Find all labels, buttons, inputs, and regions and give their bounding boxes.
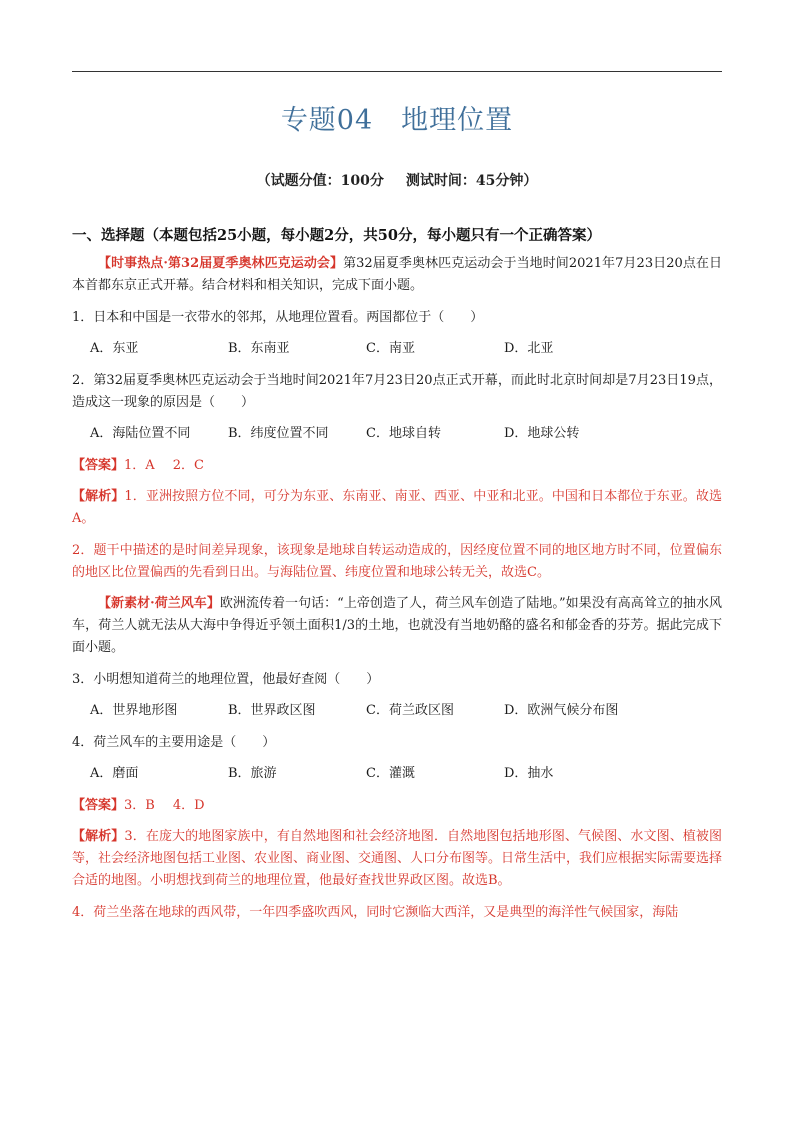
option: D．地球公转 (504, 426, 580, 441)
score-info: （试题分值：100分 (256, 173, 384, 189)
option: C．南亚 (366, 341, 415, 356)
answer-3: 3．B (124, 797, 155, 813)
exam-info (72, 170, 722, 190)
title-topic-name: 地理位置 (401, 105, 514, 136)
answer-1: 1．A (124, 457, 155, 473)
answer-group2 (72, 795, 722, 817)
time-info: 测试时间：45分钟） (405, 173, 538, 189)
group1-tag: 【时事热点·第32届夏季奥林匹克运动会】 (98, 256, 344, 271)
question-1-options (72, 338, 722, 360)
analysis-1 (72, 486, 722, 530)
section-heading: 一、选择题（本题包括25小题，每小题2分，共50分，每小题只有一个正确答案） (72, 227, 601, 244)
answer-4: 4．D (172, 797, 205, 813)
option: D．抽水 (504, 766, 554, 781)
title-topic-number: 专题04 (280, 105, 374, 136)
option: B．东南亚 (228, 341, 290, 356)
option: C．荷兰政区图 (366, 703, 454, 718)
question-3: 3．小明想知道荷兰的地理位置，他最好查阅（ ） (72, 671, 380, 687)
option: C．灌溉 (366, 766, 415, 781)
option: C．地球自转 (366, 426, 441, 441)
group1-intro-text: 第32届夏季奥林匹克运动会于当地时间2021年7月23日20点在日本首都东京正式开幕。结合材料和相关知识，完成下面小题。 (72, 256, 723, 293)
page-title (72, 98, 722, 137)
answer-tag: 【答案】 (72, 797, 125, 813)
answer-tag: 【答案】 (72, 457, 125, 473)
header-rule (72, 71, 722, 72)
group2-tag: 【新素材·荷兰风车】 (98, 596, 220, 611)
analysis-1-text: 1．亚洲按照方位不同，可分为东亚、东南亚、南亚、西亚、中亚和北亚。中国和日本都位于东亚。故选A。 (72, 489, 722, 526)
analysis-4: 4．荷兰坐落在地球的西风带，一年四季盛吹西风，同时它濒临大西洋，又是典型的海洋性气候国家，海陆 (72, 904, 679, 920)
option: D．欧洲气候分布图 (504, 703, 619, 718)
question-4-options (72, 763, 722, 785)
analysis-tag: 【解析】 (72, 489, 125, 504)
group2-intro-text: 欧洲流传着一句话：“上帝创造了人，荷兰风车创造了陆地。”如果没有高高耸立的抽水风车，荷兰人就无法从大海中争得近乎领土面积1/3的土地，也就没有当地奶酪的盛名和郁金香的芬芳。据此完成下面小题。 (72, 596, 722, 655)
option: D．北亚 (504, 341, 554, 356)
group1-intro (72, 253, 722, 297)
option: A．世界地形图 (90, 703, 178, 718)
group2-intro (72, 593, 722, 659)
answer-2: 2．C (172, 457, 204, 473)
option: A．磨面 (90, 766, 139, 781)
question-content (72, 253, 722, 933)
answer-group1 (72, 455, 722, 477)
question-3-options (72, 700, 722, 722)
question-2: 2．第32届夏季奥林匹克运动会于当地时间2021年7月23日20点正式开幕，而此时北京时间却是7月23日19点，造成这一现象的原因是（ ） (72, 372, 722, 410)
option: A．东亚 (90, 341, 139, 356)
analysis-3-text: 3．在庞大的地图家族中，有自然地图和社会经济地图．自然地图包括地形图、气候图、水文图、植被图等，社会经济地图包括工业图、农业图、商业图、交通图、人口分布图等。日常生活中，我们应根据实际需要选择合适的地图。小明想找到荷兰的地理位置，他最好查找世界政区图。故选B。 (72, 829, 723, 888)
option: B．世界政区图 (228, 703, 316, 718)
option: A．海陆位置不同 (90, 426, 191, 441)
option: B．纬度位置不同 (228, 426, 329, 441)
option: B．旅游 (228, 766, 277, 781)
question-4: 4．荷兰风车的主要用途是（ ） (72, 734, 276, 750)
question-1: 1．日本和中国是一衣带水的邻邦，从地理位置看。两国都位于（ ） (72, 309, 484, 325)
analysis-2: 2．题干中描述的是时间差异现象，该现象是地球自转运动造成的，因经度位置不同的地区地方时不同，位置偏东的地区比位置偏西的先看到日出。与海陆位置、纬度位置和地球公转无关，故选C。 (72, 542, 722, 580)
analysis-3 (72, 826, 722, 892)
question-2-options (72, 423, 722, 445)
analysis-tag: 【解析】 (72, 829, 125, 844)
